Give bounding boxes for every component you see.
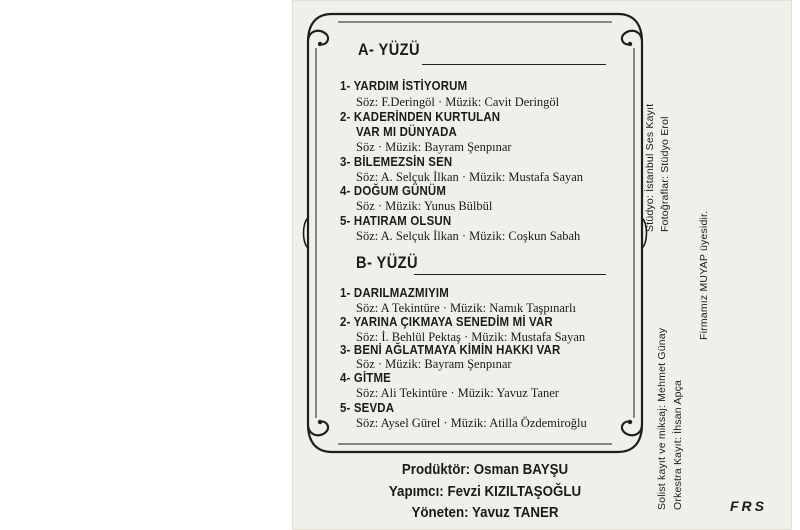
side-b-track-3-title: 3- BENİ AĞLATMAYA KİMİN HAKKI VAR bbox=[340, 342, 561, 357]
soloist-credit: Solist kayıt ve miksaj: Mehmet Günay bbox=[656, 327, 668, 510]
side-b-heading: B- YÜZÜ bbox=[356, 253, 419, 272]
side-a-track-1-credit: Söz: F.Deringöl · Müzik: Cavit Deringöl bbox=[356, 95, 560, 109]
side-a-heading: A- YÜZÜ bbox=[358, 40, 421, 59]
label-code: FRS bbox=[730, 498, 767, 514]
side-a-track-3-credit: Söz: A. Selçuk İlkan · Müzik: Mustafa Sayan bbox=[356, 170, 584, 184]
side-a-track-2-title: 2- KADERİNDEN KURTULAN bbox=[340, 109, 501, 124]
side-a-track-2-credit: Söz · Müzik: Bayram Şenpınar bbox=[356, 140, 512, 154]
side-b-track-1-credit: Söz: A Tekintüre · Müzik: Namık Taşpınarlı bbox=[356, 301, 576, 315]
producer-credit: Prodüktör: Osman BAYŞU bbox=[401, 462, 569, 478]
studio-credit: Stüdyo: İstanbul Ses Kayıt bbox=[644, 103, 656, 232]
side-b-track-2-title: 2- YARINA ÇIKMAYA SENEDİM Mİ VAR bbox=[340, 314, 553, 329]
side-b-track-4-credit: Söz: Ali Tekintüre · Müzik: Yavuz Taner bbox=[356, 386, 559, 400]
side-b-track-2-credit: Söz: İ. Behlül Pektaş · Müzik: Mustafa Sayan bbox=[356, 330, 586, 344]
director-credit: Yöneten: Yavuz TANER bbox=[411, 505, 559, 521]
side-b-track-4-title: 4- GİTME bbox=[340, 370, 391, 385]
orchestra-credit: Orkestra Kayıt: İhsan Apça bbox=[672, 379, 684, 510]
side-a-track-2-title-line2: VAR MI DÜNYADA bbox=[356, 124, 457, 139]
side-a-track-5-credit: Söz: A. Selçuk İlkan · Müzik: Coşkun Sabah bbox=[356, 229, 581, 243]
maker-credit: Yapımcı: Fevzi KIZILTAŞOĞLU bbox=[388, 484, 582, 500]
side-b-rule bbox=[414, 274, 606, 275]
side-a-track-3-title: 3- BİLEMEZSİN SEN bbox=[340, 154, 453, 169]
side-b-track-5-title: 5- SEVDA bbox=[340, 400, 395, 415]
side-a-track-5-title: 5- HATIRAM OLSUN bbox=[340, 213, 452, 228]
side-b-track-3-credit: Söz · Müzik: Bayram Şenpınar bbox=[356, 357, 512, 371]
side-a-track-4-title: 4- DOĞUM GÜNÜM bbox=[340, 183, 447, 198]
photos-credit: Fotoğraflar: Stüdyo Erol bbox=[659, 116, 671, 232]
side-a-track-1-title: 1- YARDIM İSTİYORUM bbox=[340, 78, 468, 93]
side-b-track-5-credit: Söz: Aysel Gürel · Müzik: Atilla Özdemiroğlu bbox=[356, 416, 587, 430]
side-a-track-4-credit: Söz · Müzik: Yunus Bülbül bbox=[356, 199, 493, 213]
side-a-rule bbox=[422, 64, 606, 65]
muyap-note: Firmamız MUYAP üyesidir. bbox=[698, 210, 710, 340]
side-b-track-1-title: 1- DARILMAZMIYIM bbox=[340, 285, 449, 300]
